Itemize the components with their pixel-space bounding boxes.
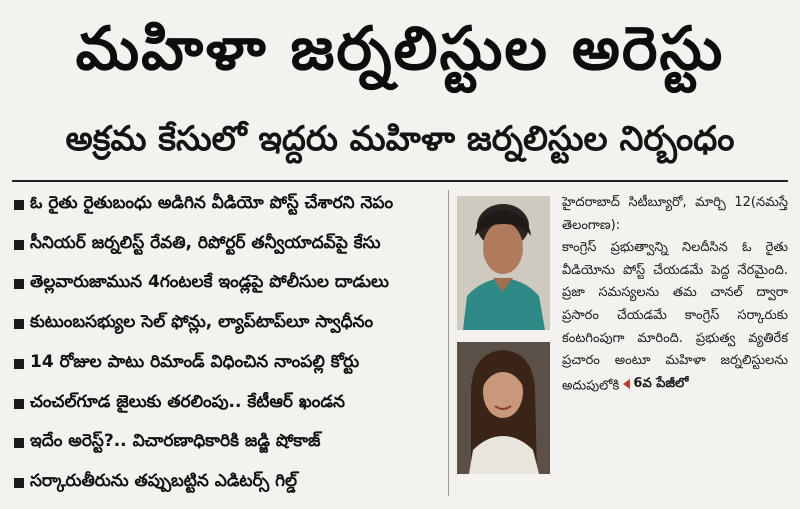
journalist-photo-1	[457, 196, 550, 330]
page-jump[interactable]	[623, 373, 688, 396]
headline: మహిళా జర్నలిస్టుల అరెస్టు	[75, 14, 725, 84]
highlight-item	[14, 188, 442, 222]
highlight-text: ఓ రైతు రైతుబంధు అడిగిన వీడియో పోస్ట్ చేశారని నెపం	[30, 193, 394, 213]
square-bullet-icon	[14, 478, 24, 488]
highlights-list	[14, 188, 442, 500]
highlight-text: సీనియర్ జర్నలిస్ట్ రేవతి, రిపోర్టర్ తన్వీయాదవ్‌పై కేసు	[30, 232, 381, 253]
highlight-item	[14, 426, 442, 460]
square-bullet-icon	[14, 200, 24, 210]
highlight-text: సర్కారుతీరును తప్పుబట్టిన ఎడిటర్స్ గిల్డ్	[30, 470, 298, 491]
highlight-text: 14 రోజుల పాటు రిమాండ్ విధించిన నాంపల్లి కోర్టు	[30, 351, 360, 372]
divider-rule	[12, 180, 788, 182]
square-bullet-icon	[14, 399, 24, 409]
square-bullet-icon	[14, 359, 24, 369]
column-divider	[448, 190, 449, 496]
page-jump-text: 6వ పేజీలో	[633, 375, 689, 391]
highlight-item	[14, 307, 442, 341]
portrait-woman-icon	[457, 342, 550, 474]
square-bullet-icon	[14, 438, 24, 448]
highlight-item	[14, 228, 442, 262]
story-dateline: హైదరాబాద్ సిటీబ్యూరో, మార్చి 12(నమస్తే తెలంగాణ):	[562, 195, 788, 233]
arrow-left-icon	[623, 379, 630, 389]
highlight-text: తెల్లవారుజామున 4గంటలకే ఇండ్లపై పోలీసుల దాడులు	[30, 272, 389, 293]
square-bullet-icon	[14, 319, 24, 329]
story-column	[562, 192, 788, 492]
portrait-woman-icon	[457, 196, 550, 330]
highlight-item	[14, 267, 442, 301]
story-body: కాంగ్రెస్ ప్రభుత్వాన్ని నిలదీసిన ఓ రైతు వీడియోను పోస్ట్ చేయడమే పెద్ద నేరమైంది. ప్రజా సమస్యలను తమ చానల్ ద్వారా ప్రసారం చేయడమే కాంగ్రెస్ సర్కారుకు కంటగింపుగా మారింది. ప్రభుత్వ వ్యతిరేక ప్రచారం అంటూ మహిళా జర్నలిస్టులను అదుపులోకి	[562, 240, 788, 394]
highlight-text: ఇదేం అరెస్ట్?.. విచారణాధికారికి జడ్జి షోకాజ్	[30, 431, 321, 452]
highlight-item	[14, 466, 442, 500]
square-bullet-icon	[14, 279, 24, 289]
square-bullet-icon	[14, 240, 24, 250]
highlight-item	[14, 387, 442, 421]
highlight-text: చంచల్‌గూడ జైలుకు తరలింపు.. కేటీఆర్ ఖండన	[30, 391, 345, 412]
journalist-photo-2	[457, 342, 550, 474]
highlight-item	[14, 347, 442, 381]
subheadline: అక్రమ కేసులో ఇద్దరు మహిళా జర్నలిస్టుల నిర్బంధం	[65, 119, 735, 159]
highlight-text: కుటుంబసభ్యుల సెల్ ఫోన్లు, ల్యాప్‌టాప్‌లూ స్వాధీనం	[30, 312, 374, 333]
